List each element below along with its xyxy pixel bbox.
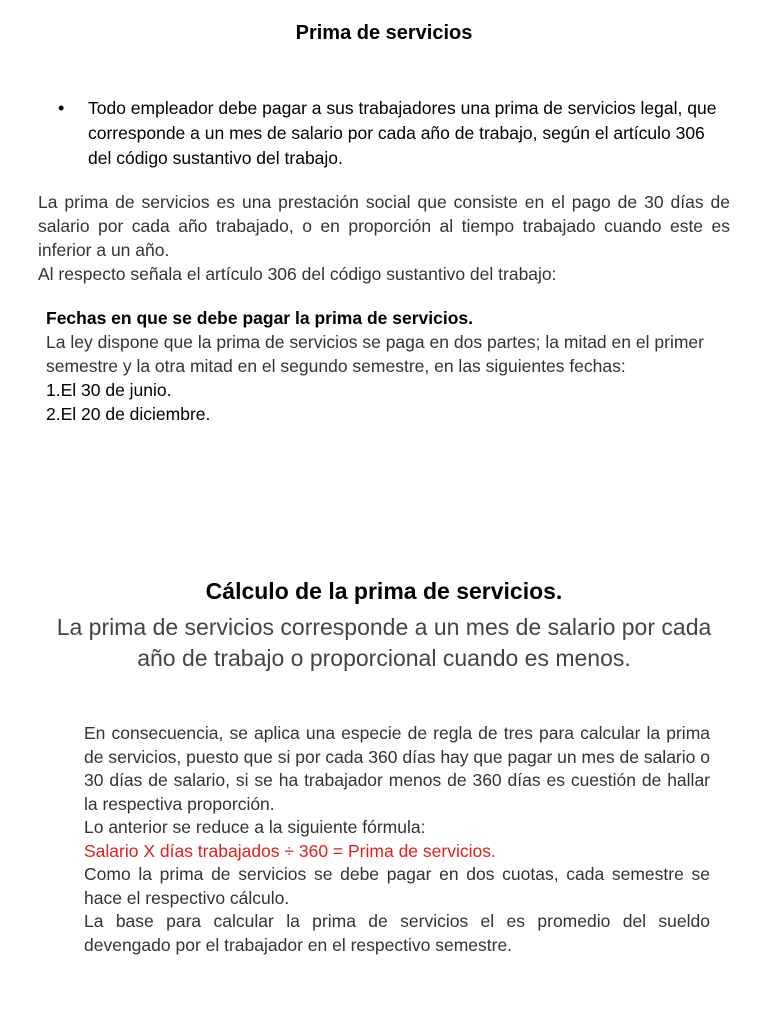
bullet-text: Todo empleador debe pagar a sus trabajadores una prima de servicios legal, que corresponde a un mes de salario por cada año de trabajo, según el artículo 306 del código sustantivo del trabajo. xyxy=(88,98,717,168)
intro-paragraph: La prima de servicios es una prestación social que consiste en el pago de 30 días de salario por cada año trabajado, o en proporción al tiempo trabajado cuando este es inferior a un año. xyxy=(38,192,730,260)
calculo-paragraph-regla: En consecuencia, se aplica una especie de regla de tres para calcular la prima de servicios, puesto que si por cada 360 días hay que pagar un mes de salario o 30 días de salario, si se ha trabajador menos de 360 días es cuestión de hallar la respectiva proporción. xyxy=(84,723,710,814)
calculo-subheading: La prima de servicios corresponde a un mes de salario por cada año de trabajo o proporcional cuando es menos. xyxy=(56,614,712,671)
date-item-june: 1.El 30 de junio. xyxy=(46,380,172,400)
intro-reference: Al respecto señala el artículo 306 del código sustantivo del trabajo: xyxy=(38,264,557,284)
fechas-heading: Fechas en que se debe pagar la prima de servicios. xyxy=(46,308,473,328)
intro-section xyxy=(38,190,730,286)
fechas-section xyxy=(46,306,704,426)
calculo-paragraph-cuotas: Como la prima de servicios se debe pagar en dos cuotas, cada semestre se hace el respectivo cálculo. xyxy=(84,864,710,908)
page-title: Prima de servicios xyxy=(295,22,473,44)
bullet-list-item xyxy=(58,96,718,171)
bullet-icon: • xyxy=(58,98,65,118)
date-item-december: 2.El 20 de diciembre. xyxy=(46,404,211,424)
fechas-paragraph: La ley dispone que la prima de servicios se paga en dos partes; la mitad en el primer semestre y la otra mitad en el segundo semestre, en las siguientes fechas: xyxy=(46,332,704,376)
calculo-body xyxy=(84,722,710,957)
formula-text: Salario X días trabajados ÷ 360 = Prima de servicios. xyxy=(84,840,496,861)
calculo-paragraph-base: La base para calcular la prima de servicios el es promedio del sueldo devengado por el trabajador en el respectivo semestre. xyxy=(84,911,710,955)
calculo-heading: Cálculo de la prima de servicios. xyxy=(205,578,563,604)
calculo-paragraph-formula-intro: Lo anterior se reduce a la siguiente fórmula: xyxy=(84,817,426,837)
